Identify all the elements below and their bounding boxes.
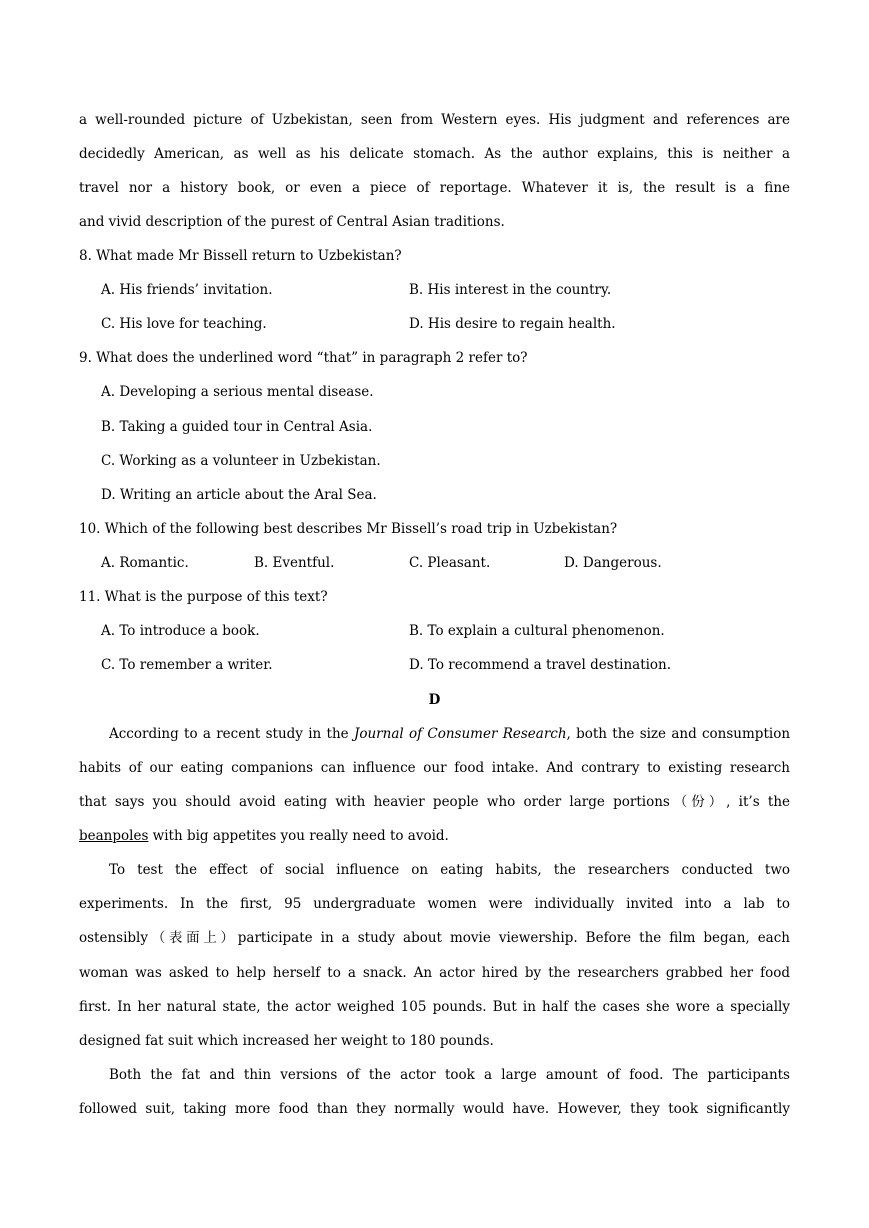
passage-line: and vivid description of the purest of Central Asian traditions. bbox=[79, 214, 505, 230]
question-10-option-b: B. Eventful. bbox=[254, 555, 335, 571]
passage-line: a well-rounded picture of Uzbekistan, seen from Western eyes. His judgment and references are bbox=[79, 112, 790, 128]
question-9-option-b: B. Taking a guided tour in Central Asia. bbox=[101, 419, 373, 435]
paragraph-line bbox=[79, 826, 790, 846]
question-11-option-c: C. To remember a writer. bbox=[101, 657, 273, 673]
paragraph-line: ostensibly（表面上）participate in a study about movie viewership. Before the film began, each bbox=[79, 930, 790, 946]
question-10-option-c: C. Pleasant. bbox=[409, 555, 491, 571]
paragraph-line: Both the fat and thin versions of the actor took a large amount of food. The participants bbox=[109, 1067, 790, 1083]
question-8-stem: 8. What made Mr Bissell return to Uzbekistan? bbox=[79, 248, 402, 264]
question-11-option-a: A. To introduce a book. bbox=[101, 623, 260, 639]
question-9-option-c: C. Working as a volunteer in Uzbekistan. bbox=[101, 453, 381, 469]
paragraph-line: designed fat suit which increased her weight to 180 pounds. bbox=[79, 1033, 494, 1049]
underlined-word: beanpoles bbox=[79, 828, 149, 844]
question-8-option-c: C. His love for teaching. bbox=[101, 316, 267, 332]
paragraph-line: experiments. In the first, 95 undergraduate women were individually invited into a lab to bbox=[79, 896, 790, 912]
paragraph-line: first. In her natural state, the actor weighed 105 pounds. But in half the cases she wore a specially bbox=[79, 999, 790, 1015]
paragraph-text: with big appetites you really need to avoid. bbox=[148, 828, 449, 844]
question-11-stem: 11. What is the purpose of this text? bbox=[79, 589, 328, 605]
section-title: D bbox=[428, 692, 441, 708]
paragraph-text: According to a recent study in the bbox=[109, 726, 354, 742]
question-9-option-a: A. Developing a serious mental disease. bbox=[101, 384, 374, 400]
question-10-stem: 10. Which of the following best describes Mr Bissell’s road trip in Uzbekistan? bbox=[79, 521, 618, 537]
paragraph-line: To test the effect of social influence on eating habits, the researchers conducted two bbox=[109, 862, 790, 878]
question-10-option-a: A. Romantic. bbox=[101, 555, 189, 571]
paragraph-line bbox=[109, 724, 790, 744]
paragraph-text: , both the size and consumption bbox=[566, 726, 790, 742]
question-9-stem: 9. What does the underlined word “that” in paragraph 2 refer to? bbox=[79, 350, 528, 366]
paragraph-line: habits of our eating companions can influence our food intake. And contrary to existing research bbox=[79, 760, 790, 776]
question-11-option-b: B. To explain a cultural phenomenon. bbox=[409, 623, 665, 639]
paragraph-line: woman was asked to help herself to a snack. An actor hired by the researchers grabbed her food bbox=[79, 965, 790, 981]
question-11-option-d: D. To recommend a travel destination. bbox=[409, 657, 672, 673]
paragraph-line: followed suit, taking more food than they normally would have. However, they took significantly bbox=[79, 1101, 790, 1117]
journal-title: Journal of Consumer Research bbox=[353, 726, 567, 742]
question-9-option-d: D. Writing an article about the Aral Sea. bbox=[101, 487, 377, 503]
passage-line: travel nor a history book, or even a piece of reportage. Whatever it is, the result is a fine bbox=[79, 180, 790, 196]
passage-line: decidedly American, as well as his delicate stomach. As the author explains, this is neither a bbox=[79, 146, 790, 162]
question-8-option-a: A. His friends’ invitation. bbox=[101, 282, 273, 298]
question-8-option-b: B. His interest in the country. bbox=[409, 282, 612, 298]
question-10-option-d: D. Dangerous. bbox=[564, 555, 662, 571]
question-8-option-d: D. His desire to regain health. bbox=[409, 316, 616, 332]
paragraph-line: that says you should avoid eating with heavier people who order large portions（份）, it’s the bbox=[79, 794, 790, 810]
